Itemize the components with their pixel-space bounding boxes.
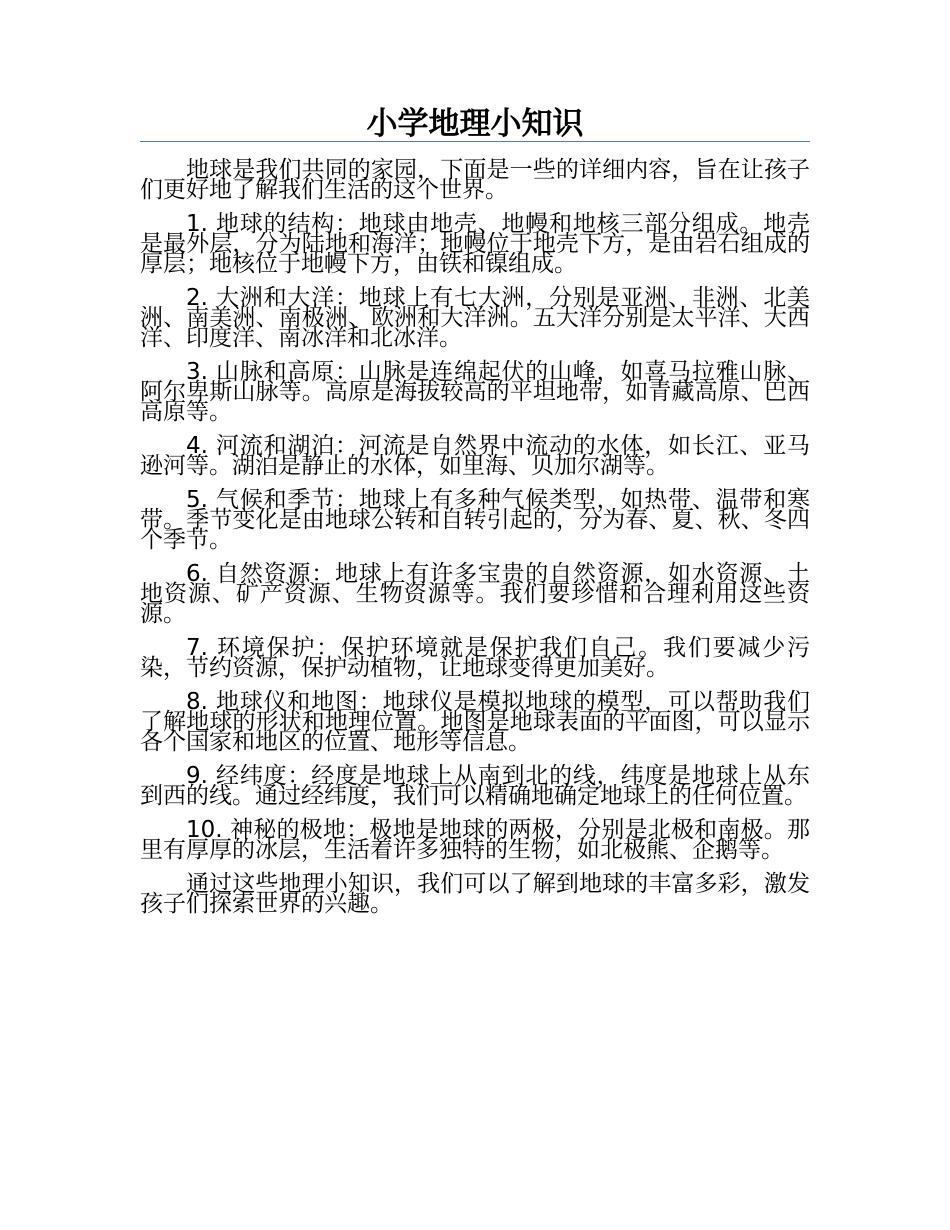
title-underline [140, 141, 810, 142]
document-body [140, 157, 810, 928]
paragraph-earth-structure: 1. 地球的结构：地球由地壳、地幔和地核三部分组成。地壳是最外层，分为陆地和海洋；地幔位于地壳下方，是由岩石组成的厚层；地核位于地幔下方，由铁和镍组成。 [140, 211, 810, 277]
conclusion-paragraph: 通过这些地理小知识，我们可以了解到地球的丰富多彩，激发孩子们探索世界的兴趣。 [140, 871, 810, 917]
paragraph-natural-resources: 6. 自然资源：地球上有许多宝贵的自然资源，如水资源、土地资源、矿产资源、生物资源等。我们要珍惜和合理利用这些资源。 [140, 561, 810, 627]
intro-paragraph: 地球是我们共同的家园，下面是一些的详细内容，旨在让孩子们更好地了解我们生活的这个世界。 [140, 157, 810, 203]
paragraph-latitude-longitude: 9. 经纬度：经度是地球上从南到北的线，纬度是地球上从东到西的线。通过经纬度，我们可以精确地确定地球上的任何位置。 [140, 763, 810, 809]
paragraph-mountains-plateaus: 3. 山脉和高原：山脉是连绵起伏的山峰，如喜马拉雅山脉、阿尔卑斯山脉等。高原是海拔较高的平坦地带，如青藏高原、巴西高原等。 [140, 359, 810, 425]
paragraph-climate-seasons: 5. 气候和季节：地球上有多种气候类型，如热带、温带和寒带。季节变化是由地球公转和自转引起的，分为春、夏、秋、冬四个季节。 [140, 487, 810, 553]
paragraph-rivers-lakes: 4. 河流和湖泊：河流是自然界中流动的水体，如长江、亚马逊河等。湖泊是静止的水体，如里海、贝加尔湖等。 [140, 433, 810, 479]
paragraph-polar-regions: 10. 神秘的极地：极地是地球的两极，分别是北极和南极。那里有厚厚的冰层，生活着许多独特的生物，如北极熊、企鹅等。 [140, 817, 810, 863]
paragraph-globe-maps: 8. 地球仪和地图：地球仪是模拟地球的模型，可以帮助我们了解地球的形状和地理位置。地图是地球表面的平面图，可以显示各个国家和地区的位置、地形等信息。 [140, 689, 810, 755]
paragraph-environment: 7. 环境保护：保护环境就是保护我们自己。我们要减少污染，节约资源，保护动植物，让地球变得更加美好。 [140, 635, 810, 681]
document-title: 小学地理小知识 [366, 106, 584, 142]
paragraph-continents-oceans: 2. 大洲和大洋：地球上有七大洲，分别是亚洲、非洲、北美洲、南美洲、南极洲、欧洲和大洋洲。五大洋分别是太平洋、大西洋、印度洋、南冰洋和北冰洋。 [140, 285, 810, 351]
